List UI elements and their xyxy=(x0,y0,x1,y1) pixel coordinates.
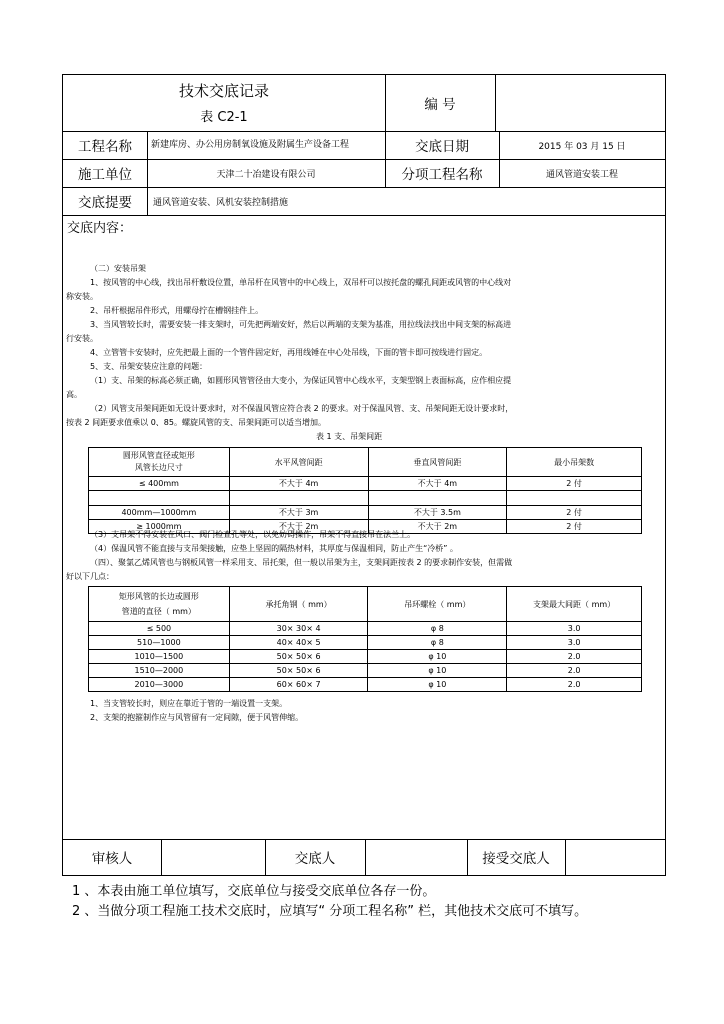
table2 xyxy=(88,586,642,692)
form-number: 表 C2-1 xyxy=(200,109,248,125)
table-cell: φ 10 xyxy=(368,678,507,692)
paragraph: 4、立管管卡安装时，应先把最上面的一个管件固定好，再用线锤在中心处吊线，下面的管卡即可按线进行固定。 xyxy=(90,348,488,357)
table-cell: φ 8 xyxy=(368,622,507,636)
table-cell: 不大于 3.5m xyxy=(368,506,507,520)
table-row xyxy=(89,622,642,636)
table1-caption: 表 1 支、吊架间距 xyxy=(316,432,383,441)
table2-header-cell: 吊环螺栓（ mm） xyxy=(368,587,507,622)
table-cell: 1010—1500 xyxy=(89,650,230,664)
table-cell: 60× 60× 7 xyxy=(229,678,368,692)
table-cell: 2.0 xyxy=(507,664,642,678)
table1-header-cell: 圆形风管直径或矩形 风管长边尺寸 xyxy=(89,448,230,477)
table-row xyxy=(89,664,642,678)
table-cell: 不大于 2m xyxy=(368,520,507,534)
table-cell: 2.0 xyxy=(507,678,642,692)
table-cell: 不大于 3m xyxy=(229,506,368,520)
number-value[interactable] xyxy=(495,75,665,131)
paragraph: （2）风管支吊架间距如无设计要求时，对不保温风管应符合表 2 的要求。对于保温风管、支、吊架间距无设计要求时， xyxy=(90,404,514,413)
receiver-signature[interactable] xyxy=(565,839,665,875)
table-row xyxy=(89,506,642,520)
table-cell: 1510—2000 xyxy=(89,664,230,678)
paragraph: 3、当风管较长时，需要安装一排支架时，可先把两端安好，然后以两端的支架为基准，用拉线法找出中间支架的标高进 xyxy=(90,320,512,329)
table-row xyxy=(89,678,642,692)
receiver-label: 接受交底人 xyxy=(482,851,550,867)
sub-project-value[interactable]: 通风管道安装工程 xyxy=(545,169,618,180)
table-cell: 2 付 xyxy=(507,506,642,520)
table2-header-cell: 矩形风管的长边或圆形 管道的直径（ mm） xyxy=(89,587,230,622)
table1-header-cell: 水平风管间距 xyxy=(229,448,368,477)
table2-header-cell: 承托角钢（ mm） xyxy=(229,587,368,622)
table-row xyxy=(89,477,642,491)
table-cell: 30× 30× 4 xyxy=(229,622,368,636)
table-cell: 400mm—1000mm xyxy=(89,506,230,520)
table-cell: 510—1000 xyxy=(89,636,230,650)
content-body xyxy=(66,262,658,444)
table-cell: 2010—3000 xyxy=(89,678,230,692)
unit-label: 施工单位 xyxy=(78,167,132,183)
table-cell: ≤ 400mm xyxy=(89,477,230,491)
table2-header-cell: 支架最大间距（ mm） xyxy=(507,587,642,622)
paragraph: 行安装。 xyxy=(66,334,98,343)
table-cell: 不大于 4m xyxy=(229,477,368,491)
number-label: 编 号 xyxy=(424,97,456,113)
table-row xyxy=(89,650,642,664)
table2-header-row xyxy=(89,587,642,622)
table-cell xyxy=(507,491,642,506)
paragraph: （四）、聚氯乙烯风管也与钢板风管一样采用支、吊托架，但一般以吊架为主，支架间距按表 2 的要求制作安装，但需做 xyxy=(90,558,513,567)
note-2: 2 、当做分项工程施工技术交底时，应填写“ 分项工程名称” 栏，其他技术交底可不填写。 xyxy=(72,904,588,919)
grid-line xyxy=(63,215,665,216)
table-cell: 不大于 4m xyxy=(368,477,507,491)
content-body-3 xyxy=(66,697,658,725)
paragraph: （4）保温风管不能直接与支吊架接触，应垫上坚固的隔热材料，其厚度与保温相同，防止产生“冷桥” 。 xyxy=(90,544,458,553)
table-cell: 3.0 xyxy=(507,636,642,650)
unit-value[interactable]: 天津二十冶建设有限公司 xyxy=(216,169,316,180)
table-cell: φ 10 xyxy=(368,664,507,678)
table1-header-cell: 最小吊架数 xyxy=(507,448,642,477)
paragraph: （1）支、吊架的标高必须正确，如圆形风管管径由大变小，为保证风管中心线水平，支架型钢上表面标高，应作相应提 xyxy=(90,376,512,385)
table-cell: 40× 40× 5 xyxy=(229,636,368,650)
project-name-value[interactable]: 新建库房、办公用房制氧设施及附属生产设备工程 xyxy=(151,139,350,150)
note-1: 1 、本表由施工单位填写，交底单位与接受交底单位各存一份。 xyxy=(72,884,436,899)
content-body-2 xyxy=(66,528,658,584)
table-cell: ≤ 500 xyxy=(89,622,230,636)
content-label: 交底内容： xyxy=(67,221,133,236)
sub-project-label: 分项工程名称 xyxy=(401,167,483,183)
table-row xyxy=(89,636,642,650)
section-heading: （二）安装吊架 xyxy=(90,264,146,273)
table-cell: 50× 50× 6 xyxy=(229,650,368,664)
table-cell: ≥ 1000mm xyxy=(89,520,230,534)
paragraph: 5、支、吊架安装应注意的问题： xyxy=(90,362,208,371)
paragraph: （3）支吊架不得安装在风口、阀门检查孔等处，以免妨碍操作，吊架不得直接吊在法兰上。 xyxy=(90,530,416,539)
table-cell: 2 付 xyxy=(507,520,642,534)
table-cell: 2.0 xyxy=(507,650,642,664)
paragraph: 2、支架的抱箍制作应与风管留有一定间隙，便于风管伸缩。 xyxy=(90,713,304,722)
form-title: 技术交底记录 xyxy=(178,81,269,100)
discloser-label: 交底人 xyxy=(294,851,336,867)
table-row xyxy=(89,491,642,506)
table-cell: 不大于 2m xyxy=(229,520,368,534)
paragraph: 按表 2 间距要求值乘以 0、85。螺旋风管的支、吊架间距可以适当增加。 xyxy=(66,418,326,427)
reviewer-label: 审核人 xyxy=(91,851,133,867)
table-cell xyxy=(89,491,230,506)
table-cell xyxy=(368,491,507,506)
paragraph: 好以下几点： xyxy=(66,572,114,581)
paragraph: 1、按风管的中心线，找出吊杆敷设位置，单吊杆在风管中的中心线上，双吊杆可以按托盘的螺孔间距或风管的中心线对 xyxy=(90,278,512,287)
paragraph: 2、吊杆根据吊件形式，用螺母拧在槽钢挂件上。 xyxy=(90,306,264,315)
discloser-signature[interactable] xyxy=(365,839,467,875)
date-value[interactable]: 2015 年 03 月 15 日 xyxy=(538,141,626,152)
paragraph: 高。 xyxy=(66,390,82,399)
table-cell: φ 10 xyxy=(368,650,507,664)
table1 xyxy=(88,447,642,534)
table-cell: 3.0 xyxy=(507,622,642,636)
project-name-label: 工程名称 xyxy=(78,139,132,155)
summary-value[interactable]: 通风管道安装、风机安装控制措施 xyxy=(153,197,289,208)
table1-header-cell: 垂直风管间距 xyxy=(368,448,507,477)
paragraph: 1、当支管较长时，则应在靠近于管的一端设置一支架。 xyxy=(90,699,288,708)
table-cell: 50× 50× 6 xyxy=(229,664,368,678)
table-cell: 2 付 xyxy=(507,477,642,491)
summary-label: 交底提要 xyxy=(78,195,132,211)
date-label: 交底日期 xyxy=(415,139,469,155)
paragraph: 称安装。 xyxy=(66,292,98,301)
reviewer-signature[interactable] xyxy=(161,839,265,875)
table-cell xyxy=(229,491,368,506)
table1-header-row xyxy=(89,448,642,477)
table-cell: φ 8 xyxy=(368,636,507,650)
